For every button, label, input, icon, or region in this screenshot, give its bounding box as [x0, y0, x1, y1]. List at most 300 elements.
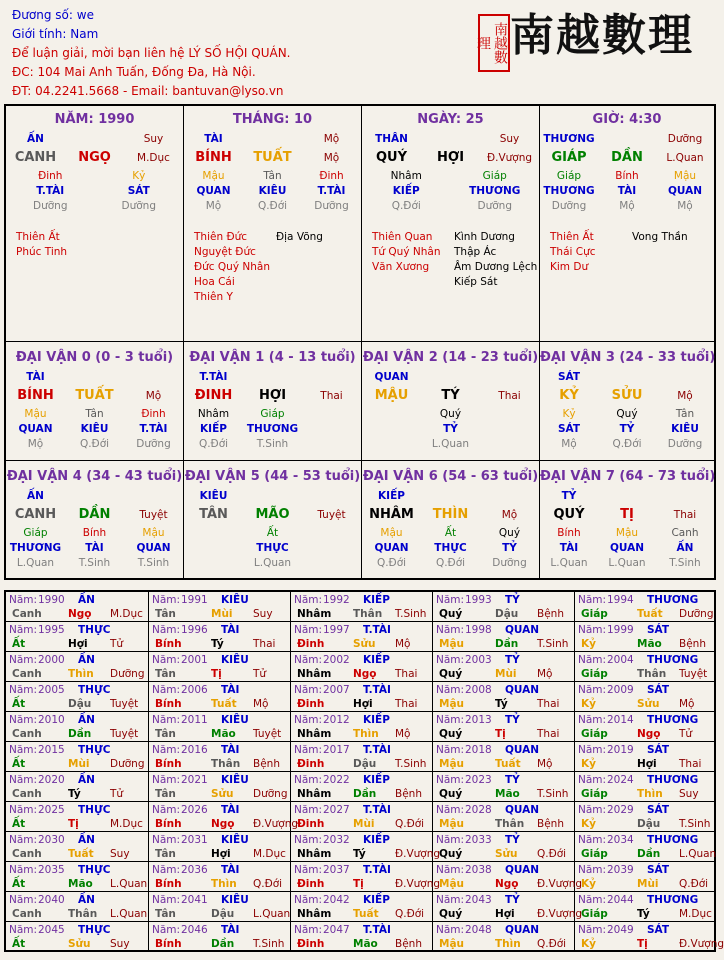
spacer	[598, 489, 656, 504]
year-bottom-row	[291, 697, 432, 711]
year-bottom-row	[149, 907, 290, 921]
ten-god: QUAN	[505, 684, 540, 696]
year-label: Năm:	[152, 684, 181, 696]
hidden-t: Bính	[615, 170, 639, 182]
stage: Đ.Vượng	[537, 908, 583, 920]
heavenly-stem: Bính	[155, 758, 182, 770]
year-top-row	[149, 893, 290, 907]
stage: Thai	[395, 668, 418, 680]
hidden-stage: Q.Đới	[391, 200, 421, 212]
stage: Bệnh	[395, 938, 422, 950]
hidden-stage: Q.Đới	[612, 438, 642, 450]
hidden-stage: Dưỡng	[551, 200, 587, 212]
earthly-branch: Tý	[637, 908, 650, 920]
stage: Đ.Vượng	[253, 818, 299, 830]
year-cell	[149, 622, 291, 652]
heavenly-stem: Nhâm	[297, 608, 332, 620]
ten-god: SÁT	[647, 804, 670, 816]
year-cell	[433, 922, 575, 952]
earthly-branch: Tý	[68, 788, 81, 800]
earthly-branch: Sửu	[495, 848, 518, 860]
year-bottom-row	[433, 847, 574, 861]
year-cell	[433, 592, 575, 622]
year-number: 2042	[323, 894, 350, 906]
year-cell	[291, 772, 433, 802]
year-number: 2021	[181, 774, 208, 786]
year-bottom-row	[6, 937, 148, 951]
year-cell	[149, 832, 291, 862]
ten-god: THƯƠNG	[647, 834, 699, 846]
year-cell	[291, 832, 441, 862]
year-bottom-row	[149, 937, 290, 951]
hidden-god: TÀI	[617, 185, 637, 197]
hidden-stage: Dưỡng	[492, 557, 527, 569]
year-bottom-row	[575, 847, 717, 861]
year-top-row	[575, 833, 714, 847]
hidden-god: THỰC	[434, 542, 467, 554]
hidden-t: Kỷ	[562, 408, 576, 420]
year-cell	[149, 922, 291, 952]
stage: Bệnh	[537, 818, 564, 830]
year-number: 2025	[38, 804, 65, 816]
ten-god: TÀI	[221, 684, 240, 696]
stage: Đ.Vượng	[537, 878, 583, 890]
heavenly-stem: Quý	[439, 728, 463, 740]
spacer	[302, 526, 361, 541]
name-value: we	[76, 8, 94, 22]
hidden-god: QUAN	[18, 423, 53, 435]
year-top-row	[575, 713, 714, 727]
year-cell	[6, 742, 149, 772]
heavenly-stem: BÍNH	[17, 388, 54, 403]
ten-god: ẤN	[78, 774, 95, 786]
ten-god: T.TÀI	[363, 804, 391, 816]
year-cell	[6, 832, 149, 862]
star-name: Thập Ác	[454, 246, 497, 258]
year-top-row	[6, 833, 148, 847]
pillar-cell	[184, 106, 362, 342]
hidden-stage: L.Quan	[253, 557, 292, 569]
stage: Q.Đới	[253, 878, 283, 890]
year-number: 2037	[323, 864, 350, 876]
ten-god: SÁT	[647, 864, 670, 876]
heavenly-stem: Bính	[155, 878, 182, 890]
ten-god: SÁT	[647, 924, 670, 936]
ten-god: KIÊU	[221, 894, 249, 906]
hidden-t: Mậu	[202, 170, 225, 182]
hidden-god: TỶ	[502, 542, 517, 554]
heavenly-stem: Kỷ	[581, 638, 596, 650]
star-name: Thiên Y	[194, 291, 233, 303]
stem-branch-row	[184, 504, 361, 526]
hidden-stage-row	[6, 556, 183, 571]
year-bottom-row	[575, 667, 714, 681]
ten-god: ẤN	[78, 894, 95, 906]
year-top-row	[433, 803, 574, 817]
heavenly-stem: Quý	[439, 908, 463, 920]
year-label: Năm:	[578, 924, 607, 936]
year-label: Năm:	[294, 924, 323, 936]
stage: Mộ	[537, 758, 553, 770]
year-bottom-row	[433, 667, 574, 681]
heavenly-stem: BÍNH	[195, 150, 232, 165]
year-bottom-row	[6, 637, 148, 651]
hidden-stage: Q.Đới	[435, 557, 466, 569]
year-cell	[291, 742, 433, 772]
earthly-branch: Mão	[495, 788, 520, 800]
hidden-god: TÀI	[85, 542, 104, 554]
heavenly-stem: CANH	[14, 150, 57, 165]
year-number: 2024	[607, 774, 634, 786]
earthly-branch: Tuất	[211, 698, 237, 710]
earthly-branch: NGỌ	[78, 150, 111, 165]
ten-god: TÀI	[221, 624, 240, 636]
year-number: 2032	[323, 834, 350, 846]
year-number: 2031	[181, 834, 208, 846]
spacer	[302, 407, 361, 422]
stage: Q.Đới	[537, 848, 567, 860]
year-bottom-row	[291, 817, 432, 831]
stars-left	[194, 230, 270, 305]
year-top-row	[6, 713, 148, 727]
earthly-branch: Ngọ	[211, 818, 235, 830]
star-name: Đức Quý Nhân	[194, 261, 270, 273]
year-number: 2019	[607, 744, 634, 756]
earthly-branch: Hợi	[495, 908, 515, 920]
brand-logo: 南越數理	[510, 10, 694, 61]
hidden-t-row	[184, 407, 361, 422]
stage: Mộ	[323, 152, 340, 164]
year-number: 2013	[465, 714, 492, 726]
luck-title: ĐẠI VẬN 1 (4 - 13 tuổi)	[189, 350, 356, 365]
luck-pillar-cell	[362, 342, 540, 461]
year-label: Năm:	[436, 894, 465, 906]
year-label: Năm:	[9, 924, 38, 936]
year-bottom-row	[575, 697, 714, 711]
hidden-t: Mậu	[673, 170, 697, 182]
stage: Tuyệt	[110, 728, 139, 740]
pillar-title: THÁNG: 10	[232, 112, 313, 127]
hidden-stage: T.Sinh	[256, 438, 289, 450]
heavenly-stem: Mậu	[439, 938, 465, 950]
stage: L.Quan	[679, 848, 717, 860]
stage: Tử	[253, 668, 267, 680]
heavenly-stem: Giáp	[581, 608, 608, 620]
heavenly-stem: Mậu	[439, 878, 465, 890]
earthly-branch: Thân	[637, 668, 667, 680]
ten-god: TỶ	[505, 894, 520, 906]
ten-god: ẤN	[78, 714, 95, 726]
stage: Mộ	[679, 698, 695, 710]
name-line	[12, 6, 472, 25]
heavenly-stem: Canh	[12, 908, 42, 920]
stage: L.Quan	[110, 878, 148, 890]
year-label: Năm:	[152, 864, 181, 876]
earthly-branch: Hợi	[353, 698, 373, 710]
year-bottom-row	[6, 697, 148, 711]
year-top-row	[575, 773, 714, 787]
year-top-row	[6, 773, 148, 787]
year-top-row	[433, 743, 574, 757]
earthly-branch: Ngọ	[68, 608, 92, 620]
year-bottom-row	[291, 877, 441, 891]
year-number: 2009	[607, 684, 634, 696]
year-cell	[575, 772, 714, 802]
year-cell	[149, 712, 291, 742]
year-top-row	[6, 743, 148, 757]
earthly-branch: Tý	[353, 848, 366, 860]
heavenly-stem: Giáp	[581, 908, 608, 920]
year-number: 1995	[38, 624, 65, 636]
hidden-god-row	[184, 422, 361, 437]
stage: T.Sinh	[537, 638, 569, 650]
spacer	[302, 437, 361, 452]
year-top-row	[149, 863, 290, 877]
heavenly-stem: Kỷ	[581, 758, 596, 770]
year-number: 2006	[181, 684, 208, 696]
year-cell	[149, 892, 291, 922]
year-cell	[575, 862, 714, 892]
year-cell	[291, 622, 433, 652]
year-bottom-row	[575, 607, 714, 621]
year-bottom-row	[291, 847, 441, 861]
heavenly-stem: Tân	[155, 788, 176, 800]
name-label: Đương số:	[12, 8, 73, 22]
god-row	[184, 132, 361, 147]
earthly-branch: Thân	[68, 908, 98, 920]
year-number: 2012	[323, 714, 350, 726]
hidden-stage-row	[184, 199, 361, 214]
spacer	[480, 407, 539, 422]
earthly-branch: Sửu	[211, 788, 234, 800]
year-label: Năm:	[9, 624, 38, 636]
hidden-stage: T.Sinh	[669, 557, 701, 569]
hidden-stage: L.Quan	[431, 438, 470, 450]
year-top-row	[433, 893, 574, 907]
year-number: 1993	[465, 594, 492, 606]
spacer	[302, 422, 361, 437]
year-bottom-row	[6, 667, 148, 681]
ten-god: ẤN	[78, 654, 95, 666]
year-number: 2027	[323, 804, 350, 816]
year-top-row	[291, 683, 432, 697]
year-bottom-row	[149, 697, 290, 711]
stars-right	[454, 230, 537, 290]
stage: T.Sinh	[537, 788, 569, 800]
hidden-stage-row	[540, 437, 714, 452]
gender-value: Nam	[70, 27, 99, 41]
year-cell	[291, 892, 433, 922]
earthly-branch: Hợi	[68, 638, 88, 650]
year-number: 2046	[181, 924, 208, 936]
year-bottom-row	[291, 607, 432, 621]
earthly-branch: Tị	[68, 818, 79, 830]
year-number: 1991	[181, 594, 208, 606]
hidden-t-row	[6, 526, 183, 541]
earthly-branch: Mùi	[495, 668, 517, 680]
spacer	[362, 407, 421, 422]
star-name: Vong Thần	[632, 231, 688, 243]
hidden-stage: T.Sinh	[137, 557, 170, 569]
hidden-t-row	[362, 407, 539, 422]
year-top-row	[575, 623, 714, 637]
hidden-god-row	[540, 184, 714, 199]
year-cell	[6, 592, 149, 622]
year-number: 2026	[181, 804, 208, 816]
hidden-god: KIÊU	[671, 423, 699, 435]
hidden-t: Tân	[85, 408, 104, 420]
luck-pillar-cell	[540, 342, 714, 461]
ten-god: TỶ	[561, 490, 577, 502]
heavenly-stem: TÂN	[199, 507, 228, 522]
earthly-branch: Dậu	[495, 608, 519, 620]
year-bottom-row	[149, 727, 290, 741]
star-name: Tứ Quý Nhân	[372, 246, 441, 258]
ten-god: SÁT	[647, 684, 670, 696]
earthly-branch: Mùi	[68, 758, 90, 770]
god-row	[6, 489, 183, 504]
pillar-cell	[6, 106, 184, 342]
star-name: Thiên Ất	[16, 231, 60, 243]
heavenly-stem: Tân	[155, 608, 176, 620]
hidden-t: Giáp	[23, 527, 48, 539]
year-number: 2033	[465, 834, 492, 846]
year-top-row	[433, 653, 574, 667]
earthly-branch: Tị	[495, 728, 506, 740]
year-label: Năm:	[294, 624, 323, 636]
earthly-branch: Ngọ	[495, 878, 519, 890]
heavenly-stem: Bính	[155, 938, 182, 950]
gender-line	[12, 25, 472, 44]
year-label: Năm:	[294, 774, 323, 786]
year-label: Năm:	[578, 624, 607, 636]
year-top-row	[291, 593, 432, 607]
stage: Mộ	[537, 668, 553, 680]
ten-god: TỶ	[505, 594, 520, 606]
year-top-row	[575, 863, 714, 877]
hidden-stage: L.Quan	[608, 557, 646, 569]
hidden-god: QUAN	[136, 542, 171, 554]
heavenly-stem: Đinh	[297, 878, 325, 890]
ten-god: THƯƠNG	[647, 894, 699, 906]
earthly-branch: MÃO	[255, 507, 290, 522]
earthly-branch: Dần	[637, 848, 661, 860]
ten-god: THƯƠNG	[647, 594, 699, 606]
year-cell	[575, 802, 714, 832]
hidden-t-row	[184, 169, 361, 184]
spacer	[302, 556, 361, 571]
stage: Mộ	[395, 638, 411, 650]
heavenly-stem: Quý	[439, 788, 463, 800]
hidden-t: Đinh	[38, 170, 63, 182]
hidden-stage: Dưỡng	[314, 200, 349, 212]
heavenly-stem: ĐINH	[194, 388, 233, 403]
year-top-row	[149, 923, 290, 937]
hidden-god-row	[362, 184, 539, 199]
hidden-stage: L.Quan	[550, 557, 588, 569]
stem-branch-row	[184, 385, 361, 407]
year-number: 2029	[607, 804, 634, 816]
stage: Đ.Vượng	[486, 152, 533, 164]
stage: T.Sinh	[395, 758, 427, 770]
hidden-god: TỶ	[443, 423, 458, 435]
year-label: Năm:	[294, 714, 323, 726]
stage: Tuyệt	[139, 509, 168, 521]
year-cell	[6, 712, 149, 742]
hidden-t: Mậu	[24, 408, 47, 420]
heavenly-stem: Kỷ	[581, 818, 596, 830]
year-top-row	[433, 713, 574, 727]
stage: Mộ	[501, 509, 518, 521]
year-cell	[149, 592, 291, 622]
heavenly-stem: Quý	[439, 608, 463, 620]
ten-god: T.TÀI	[363, 864, 391, 876]
hidden-god-row	[540, 541, 714, 556]
heavenly-stem: NHÂM	[369, 507, 414, 522]
year-bottom-row	[575, 757, 714, 771]
spacer	[480, 422, 539, 437]
ten-god: TÀI	[204, 133, 223, 145]
year-top-row	[433, 833, 574, 847]
year-number: 1997	[323, 624, 350, 636]
stage: Thai	[498, 390, 521, 402]
stem-branch-row	[362, 385, 539, 407]
spacer	[65, 132, 124, 147]
year-cell	[433, 712, 575, 742]
ten-god: THƯƠNG	[647, 654, 699, 666]
spacer	[362, 422, 421, 437]
year-top-row	[291, 833, 432, 847]
spacer	[598, 132, 656, 147]
earthly-branch: TỊ	[620, 507, 634, 522]
year-label: Năm:	[294, 894, 323, 906]
year-bottom-row	[575, 937, 724, 951]
ten-god: ẤN	[78, 834, 95, 846]
year-top-row	[149, 713, 290, 727]
hidden-stage: Mộ	[677, 200, 693, 212]
hidden-t-row	[362, 169, 539, 184]
stage: T.Sinh	[253, 938, 285, 950]
heavenly-stem: Ất	[12, 938, 26, 950]
earthly-branch: Sửu	[353, 638, 376, 650]
hidden-god: KIÊU	[80, 423, 109, 435]
year-label: Năm:	[9, 684, 38, 696]
year-bottom-row	[575, 877, 714, 891]
luck-title: ĐẠI VẬN 2 (14 - 23 tuổi)	[362, 350, 539, 365]
stage: Mộ	[145, 390, 162, 402]
ten-god: KIÊU	[221, 714, 249, 726]
hidden-t-row	[540, 526, 714, 541]
year-top-row	[6, 623, 148, 637]
heavenly-stem: Canh	[12, 848, 42, 860]
heavenly-stem: Quý	[439, 848, 463, 860]
year-top-row	[433, 923, 574, 937]
pillar-cell	[362, 106, 540, 342]
ten-god: T.TÀI	[199, 371, 228, 383]
address-line: ĐC: 104 Mai Anh Tuấn, Đống Đa, Hà Nội.	[12, 65, 256, 79]
hidden-stage: Mộ	[27, 438, 44, 450]
year-top-row	[575, 923, 714, 937]
year-label: Năm:	[294, 804, 323, 816]
year-number: 2048	[465, 924, 492, 936]
earthly-branch: Mão	[637, 638, 662, 650]
heavenly-stem: Đinh	[297, 818, 325, 830]
year-top-row	[6, 893, 148, 907]
hidden-god: SÁT	[557, 423, 581, 435]
year-number: 2005	[38, 684, 65, 696]
ten-god: ẤN	[27, 490, 44, 502]
year-bottom-row	[149, 817, 299, 831]
